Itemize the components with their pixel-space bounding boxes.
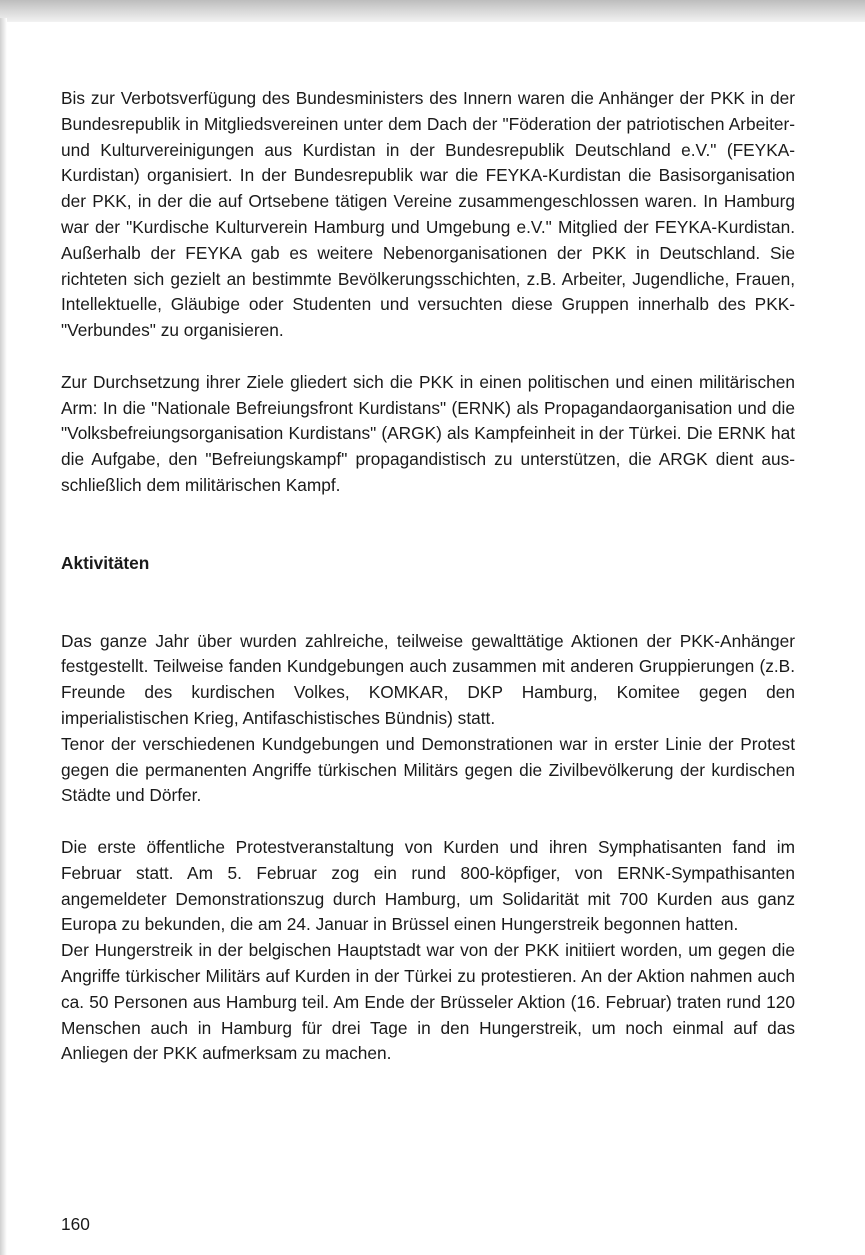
paragraph-tenor: Tenor der verschiedenen Kundgebungen und Demonstrationen war in erster Linie der Protest gegen die permanenten Angriffe türkischen Militärs gegen die Zivilbevölkerung der kurdischen Städte und Dörfer.: [61, 733, 795, 806]
document-page: [61, 86, 795, 1067]
section-spacer: [61, 577, 795, 629]
paragraph-feyka: Bis zur Verbotsverfügung des Bundesministers des Innern waren die Anhänger der PKK in der Bundesrepublik in Mitgliedsvereinen unter dem Dach der "Föderation der patriotischen Arbeiter- und Kulturvereinigungen aus Kurdistan in der Bundesrepublik Deutschland e.V." (FEYKA-Kurdistan) organisiert. In der Bundesrepublik war die FEYKA-Kurdistan die Basisorganisation der PKK, in der die auf Ortsebene tätigen Vereine zusammengeschlossen waren. In Hamburg war der "Kurdische Kulturverein Hamburg und Umgebung e.V." Mitglied der FEYKA-Kurdistan. Außerhalb der FEYKA gab es weitere Nebenorganisationen der PKK in Deutschland. Sie richteten sich gezielt an bestimmte Bevölkerungsschichten, z.B. Arbeiter, Jugendliche, Frauen, Intellektuelle, Gläubige oder Studenten und versuchten diese Gruppen innerhalb des PKK-"Verbundes" zu organisieren.: [61, 88, 795, 341]
scan-edge-left: [0, 18, 7, 1255]
paragraph-ernk-argk: Zur Durchsetzung ihrer Ziele gliedert sich die PKK in einen politischen und einen militärischen Arm: In die "Nationale Befreiungsfront Kurdistans" (ERNK) als Propagandaorganisation und die "Volksbefreiungsorganisation Kurdistans" (ARGK) als Kampfeinheit in der Türkei. Die ERNK hat die Aufgabe, den "Befreiungskampf" propagandistisch zu unterstützen, die ARGK dient ausschließlich dem militärischen Kampf.: [61, 371, 795, 495]
scan-edge-top: [0, 0, 865, 22]
paragraph-februar: Die erste öffentliche Protestveranstaltung von Kurden und ihren Symphatisanten fand im Februar statt. Am 5. Februar zog ein rund 800-köpfiger, von ERNK-Sympathisanten angemeldeter Demonstrationszug durch Hamburg, um Solidarität mit 700 Kurden aus ganz Europa zu bekunden, die am 24. Januar in Brüssel einen Hungerstreik begonnen hatten.: [61, 836, 795, 935]
section-heading: Aktivitäten: [61, 552, 150, 573]
paragraph-hungerstreik: Der Hungerstreik in der belgischen Hauptstadt war von der PKK initiiert worden, um gegen die Angriffe türkischer Militärs auf Kurden in der Türkei zu protestieren. An der Aktion nahmen auch ca. 50 Personen aus Hamburg teil. Am Ende der Brüsseler Aktion (16. Februar) traten rund 120 Menschen auch in Hamburg für drei Tage in den Hungerstreik, um noch einmal auf das Anliegen der PKK aufmerksam zu machen.: [61, 940, 795, 1064]
page-number: 160: [61, 1214, 90, 1234]
section-spacer: [61, 499, 795, 551]
paragraph-aktionen: Das ganze Jahr über wurden zahlreiche, teilweise gewalttätige Aktionen der PKK-Anhänger festgestellt. Teilweise fanden Kundgebungen auch zusammen mit anderen Gruppierungen (z.B. Freunde des kurdischen Volkes, KOMKAR, DKP Hamburg, Komitee gegen den imperialistischen Krieg, Antifaschistisches Bündnis) statt.: [61, 630, 795, 728]
paragraph-spacer: [61, 344, 795, 370]
paragraph-spacer: [61, 809, 795, 835]
